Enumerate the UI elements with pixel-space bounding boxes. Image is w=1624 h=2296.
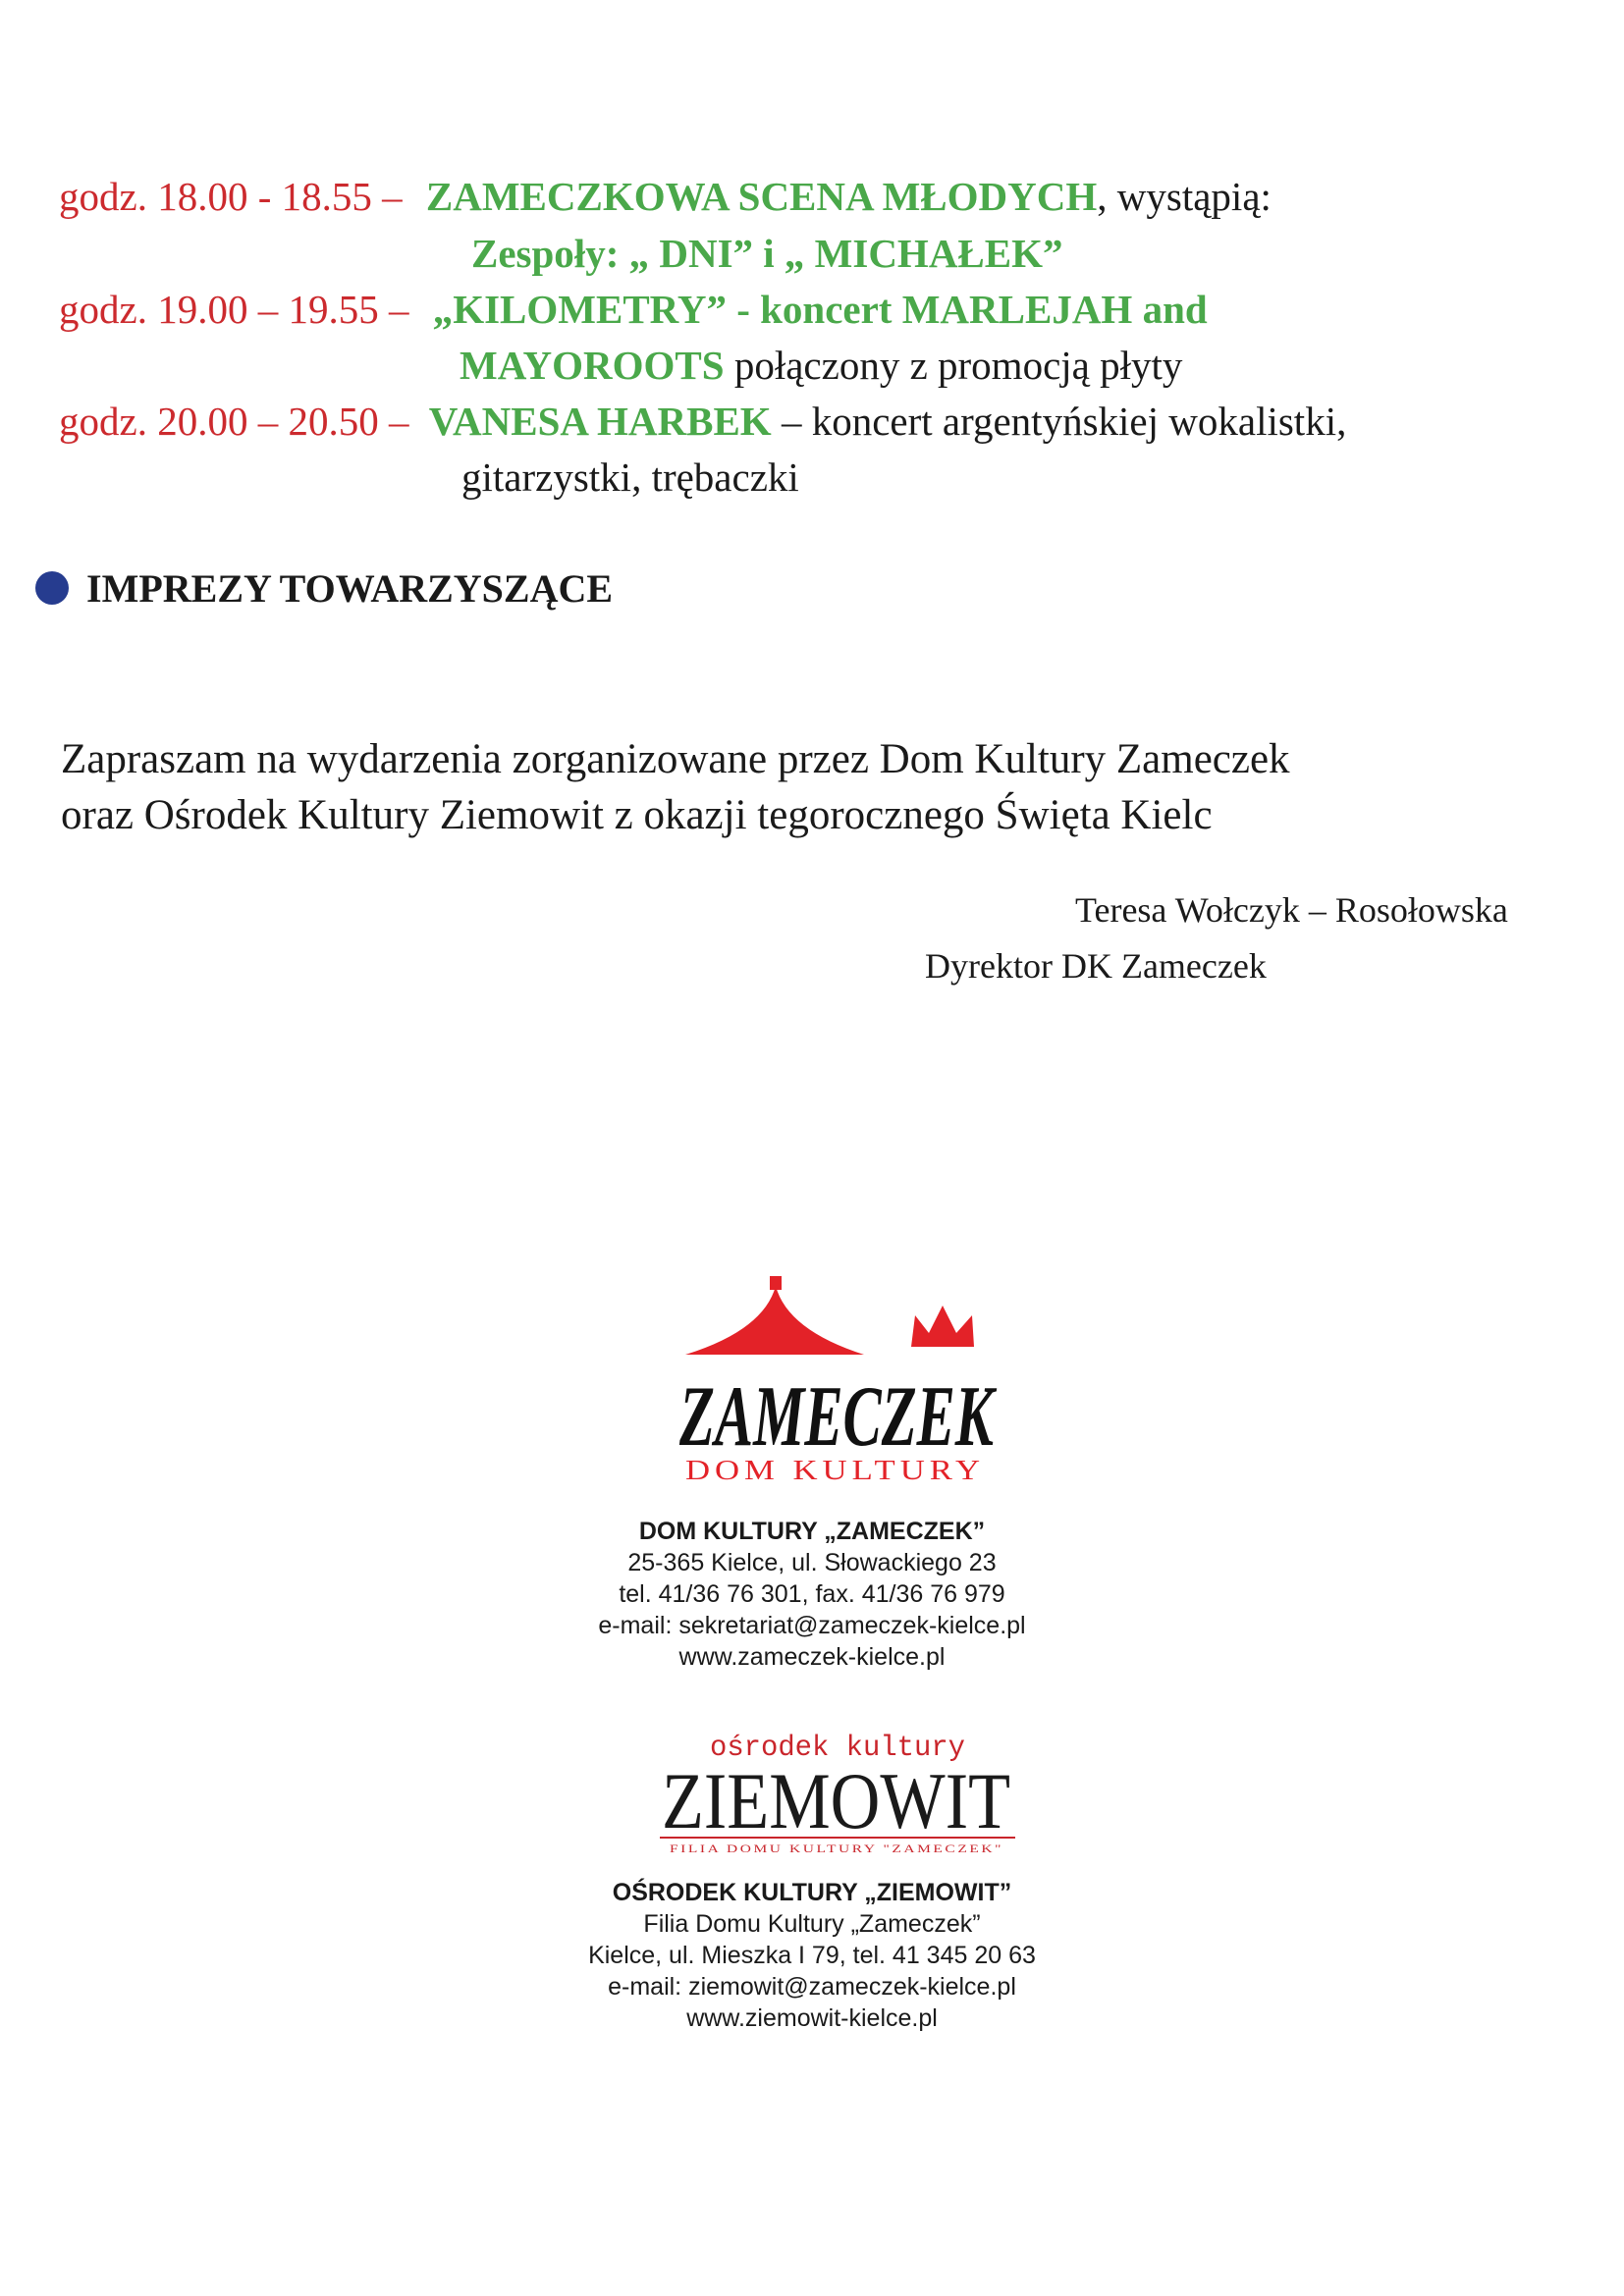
crown-icon [911,1306,974,1347]
zameczek-subtitle: DOM KULTURY [685,1456,985,1486]
invitation-line-1: Zapraszam na wydarzenia zorganizowane przez Dom Kultury Zameczek [61,736,1290,782]
ziemowit-top: ośrodek kultury [710,1732,965,1765]
signature-role: Dyrektor DK Zameczek [925,946,1267,986]
contact-ziemowit [517,1877,1107,2034]
bullet-dot-icon [35,571,69,605]
schedule-3-rest: – koncert argentyńskiej wokalistki, [771,399,1347,444]
schedule-2-rest: połączony z promocją płyty [724,343,1183,388]
zameczek-address: 25-365 Kielce, ul. Słowackiego 23 [627,1549,997,1576]
ziemowit-sub: Filia Domu Kultury „Zameczek” [643,1910,981,1938]
ziemowit-wordmark: ZIEMOWIT [662,1756,1010,1845]
schedule-1-performers: Zespoły: „ DNI” i „ MICHAŁEK” [471,231,1063,276]
schedule-1-line2 [471,229,1063,278]
invitation-line-2: oraz Ośrodek Kultury Ziemowit z okazji tegorocznego Święta Kielc [61,792,1213,838]
ziemowit-name: OŚRODEK KULTURY „ZIEMOWIT” [612,1879,1012,1906]
schedule-1-rest: , wystąpią: [1097,174,1272,219]
ziemowit-address: Kielce, ul. Mieszka I 79, tel. 41 345 20 63 [588,1942,1036,1969]
signature-name: Teresa Wołczyk – Rosołowska [1075,890,1508,930]
schedule-2-line2 [460,341,1182,390]
schedule-1-time: godz. 18.00 - 18.55 – [59,174,403,219]
zameczek-logo [658,1276,1011,1487]
zameczek-email: e-mail: sekretariat@zameczek-kielce.pl [598,1612,1026,1639]
ziemowit-subtitle: FILIA DOMU KULTURY "ZAMECZEK" [670,1842,1003,1855]
schedule-3-line2 [461,453,799,502]
zameczek-phone: tel. 41/36 76 301, fax. 41/36 76 979 [619,1580,1005,1608]
contact-zameczek [517,1516,1107,1673]
schedule-2-line1 [59,285,1208,334]
ziemowit-email: e-mail: ziemowit@zameczek-kielce.pl [608,1973,1016,2001]
zameczek-www: www.zameczek-kielce.pl [678,1643,946,1671]
ziemowit-logo [656,1728,1019,1855]
schedule-2-time: godz. 19.00 – 19.55 – [59,287,409,332]
schedule-3-time: godz. 20.00 – 20.50 – [59,399,409,444]
zameczek-wordmark: ZAMECZEK [678,1369,998,1465]
ziemowit-www: www.ziemowit-kielce.pl [686,2004,938,2032]
section-heading: IMPREZY TOWARZYSZĄCE [86,566,614,611]
schedule-1-line1 [59,172,1272,221]
schedule-3-line1 [59,397,1346,446]
schedule-3-title: VANESA HARBEK [428,399,772,444]
zameczek-name: DOM KULTURY „ZAMECZEK” [638,1518,986,1545]
schedule-1-title: ZAMECZKOWA SCENA MŁODYCH [425,174,1098,219]
schedule-2-title-cont: MAYOROOTS [460,343,725,388]
tent-roof-icon [685,1286,864,1355]
schedule-3-desc-cont: gitarzystki, trębaczki [461,454,799,500]
schedule-2-title: „KILOMETRY” - koncert MARLEJAH and [432,287,1208,332]
